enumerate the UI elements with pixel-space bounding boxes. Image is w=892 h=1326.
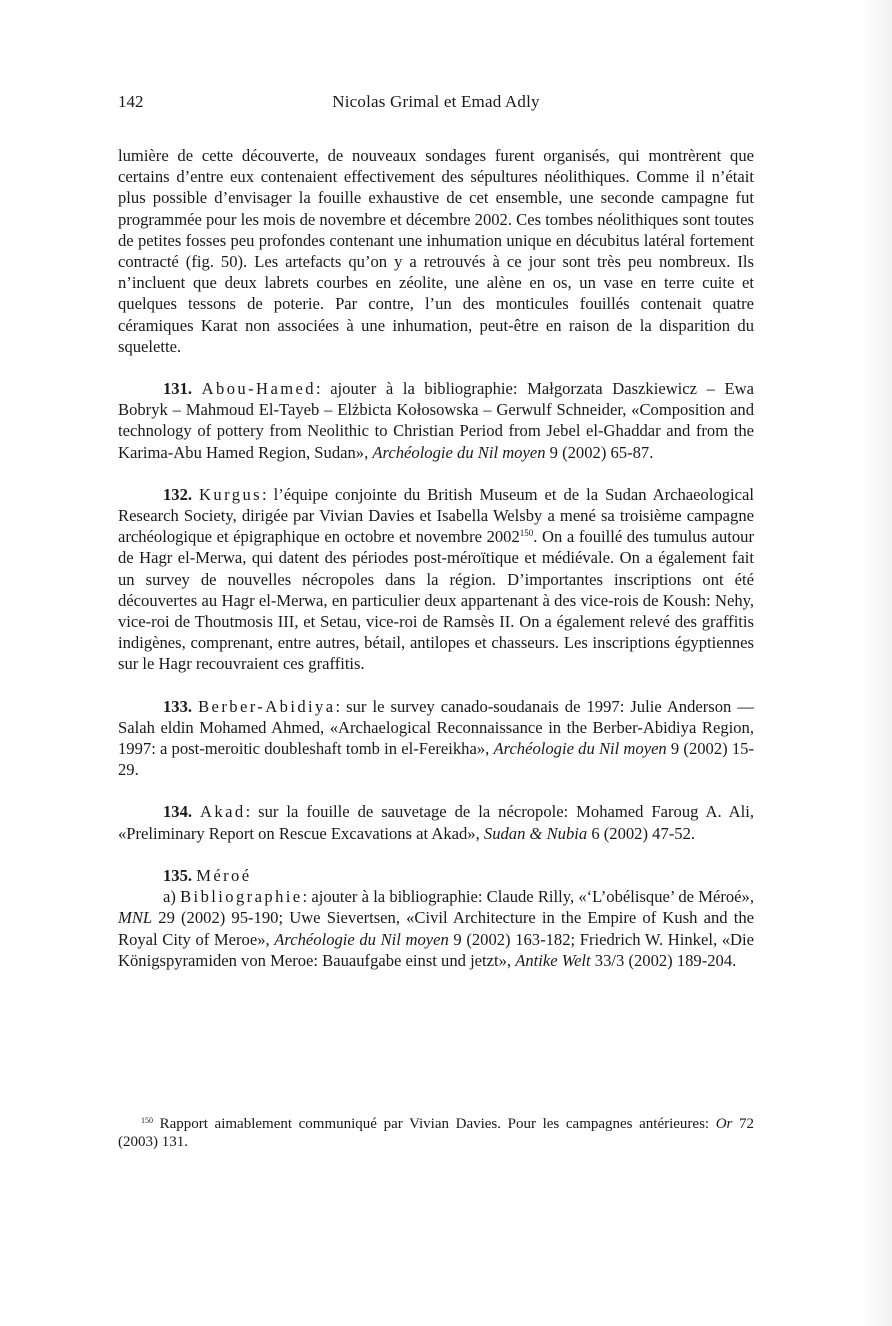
running-header xyxy=(118,92,754,114)
section-number: 132. xyxy=(163,484,193,504)
section-text: : sur la fouille de sauvetage de la nécropole: Mohamed Faroug A. Ali, «Preliminary Report on Rescue Excavations at Akad», xyxy=(118,802,754,843)
section-133 xyxy=(118,696,754,781)
section-text: : l’équipe conjointe du British Museum et de la Sudan Archaeological Research Society, dirigée par Vivian Davies et Isabella Welsby a mené sa troisième campagne archéologique et épigraphique en octobre et novembre 2002 xyxy=(118,484,754,547)
section-text: . On a fouillé des tumulus autour de Hagr el-Merwa, qui datent des périodes post-méroïtique et médiévale. On a également fait un survey de nouvelles nécropoles dans la région. D’importantes inscriptions ont été découvertes au Hagr el-Merwa, en particulier deux appartenant à des vice-rois de Koush: Nehy, vice-roi de Thoutmosis III, et Setau, vice-roi de Ramsès II. On a également relevé des graffitis indigènes, comprenant, entre autres, bétail, antilopes et chasseurs. Les inscriptions égyptiennes sur le Hagr recouvraient ces graffitis. xyxy=(118,527,754,674)
footnote-text: 72 (2003) 131. xyxy=(118,1116,755,1150)
footnote-reference: 150 xyxy=(519,528,534,539)
section-text: : ajouter à la bibliographie: Małgorzata Daszkiewicz – Ewa Bobryk – Mahmoud El-Tayeb – Elżbicta Kołosowska – Gerwulf Schneider, «Composition and technology of pottery from Neolithic to Christian Period from Jebel el-Ghaddar and from the Karima-Abu Hamed Region, Sudan», xyxy=(118,379,754,462)
section-135 xyxy=(118,865,754,886)
journal-title: Archéologie du Nil moyen xyxy=(274,929,449,949)
page-number: 142 xyxy=(118,92,144,111)
section-text: : ajouter à la bibliographie: Claude Rilly, «‘L’obélisque’ de Méroé», xyxy=(302,887,754,907)
section-text: 29 (2002) 95-190; Uwe Sievertsen, «Civil Architecture in the Empire of Kush and the Royal City of Meroe», xyxy=(118,908,754,949)
footnote-text: Rapport aimablement communiqué par Vivian Davies. Pour les campagnes antérieures: xyxy=(153,1116,716,1132)
journal-title: Antike Welt xyxy=(515,950,591,970)
section-number: 131. xyxy=(163,379,193,399)
section-number: 135. xyxy=(163,865,193,885)
page-edge-shadow xyxy=(860,0,892,1326)
section-132 xyxy=(118,484,754,675)
section-place: Akad xyxy=(200,802,246,822)
running-title: Nicolas Grimal et Emad Adly xyxy=(332,92,540,111)
section-number: 134. xyxy=(163,802,193,822)
journal-title: Sudan & Nubia xyxy=(483,823,588,843)
main-text xyxy=(118,145,754,971)
section-place: Méroé xyxy=(196,865,252,885)
journal-title: Archéologie du Nil moyen xyxy=(493,739,667,759)
footnote-150 xyxy=(118,1115,754,1151)
section-place: Kurgus xyxy=(199,484,263,504)
section-place: Abou-Hamed xyxy=(201,379,316,399)
section-text: 9 (2002) 163-182; Friedrich W. Hinkel, «Die Königspyramiden von Meroe: Bauaufgabe einst und jetzt», xyxy=(118,929,754,970)
journal-title: Or xyxy=(715,1116,733,1132)
section-text: 9 (2002) 15-29. xyxy=(118,739,754,780)
section-134 xyxy=(118,801,754,843)
section-text: 9 (2002) 65-87. xyxy=(545,442,654,462)
section-number: 133. xyxy=(163,696,193,716)
footnote-mark: 150 xyxy=(141,1116,153,1125)
section-place: Berber-Abidiya xyxy=(198,696,336,716)
section-text: 33/3 (2002) 189-204. xyxy=(590,950,737,970)
section-131 xyxy=(118,378,754,463)
section-text: : sur le survey canado-soudanais de 1997: Julie Anderson — Salah eldin Mohamed Ahmed, «Archaelogical Reconnaissance in the Berber-Abidiya Region, 1997: a post-meroitic doubleshaft tomb in el-Fereikha», xyxy=(118,696,754,759)
journal-title: MNL xyxy=(118,908,153,928)
subsection-label: a) xyxy=(163,887,181,907)
journal-title: Archéologie du Nil moyen xyxy=(372,442,546,462)
intro-paragraph: lumière de cette découverte, de nouveaux sondages furent organisés, qui montrèrent que certains d’entre eux contenaient effectivement des sépultures néolithiques. Comme il n’était plus possible d’envisager la fouille exhaustive de cet ensemble, une seconde campagne fut programmée pour les mois de novembre et décembre 2002. Ces tombes néolithiques sont toutes de petites fosses peu profondes contenant une inhumation unique en décubitus latéral fortement contracté (fig. 50). Les artefacts qu’on y a retrouvés à ce jour sont très peu nombreux. Ils n’incluent que deux labrets courbes en zéolite, une alène en os, un vase en terre cuite et quelques tessons de poterie. Par contre, l’un des monticules fouillés contenait quatre céramiques Karat non associées à une inhumation, peut-être en raison de la disparition du squelette. xyxy=(118,146,754,356)
section-135-a xyxy=(118,886,754,971)
subsection-heading: Bibliographie xyxy=(180,887,303,907)
section-text: 6 (2002) 47-52. xyxy=(587,823,696,843)
